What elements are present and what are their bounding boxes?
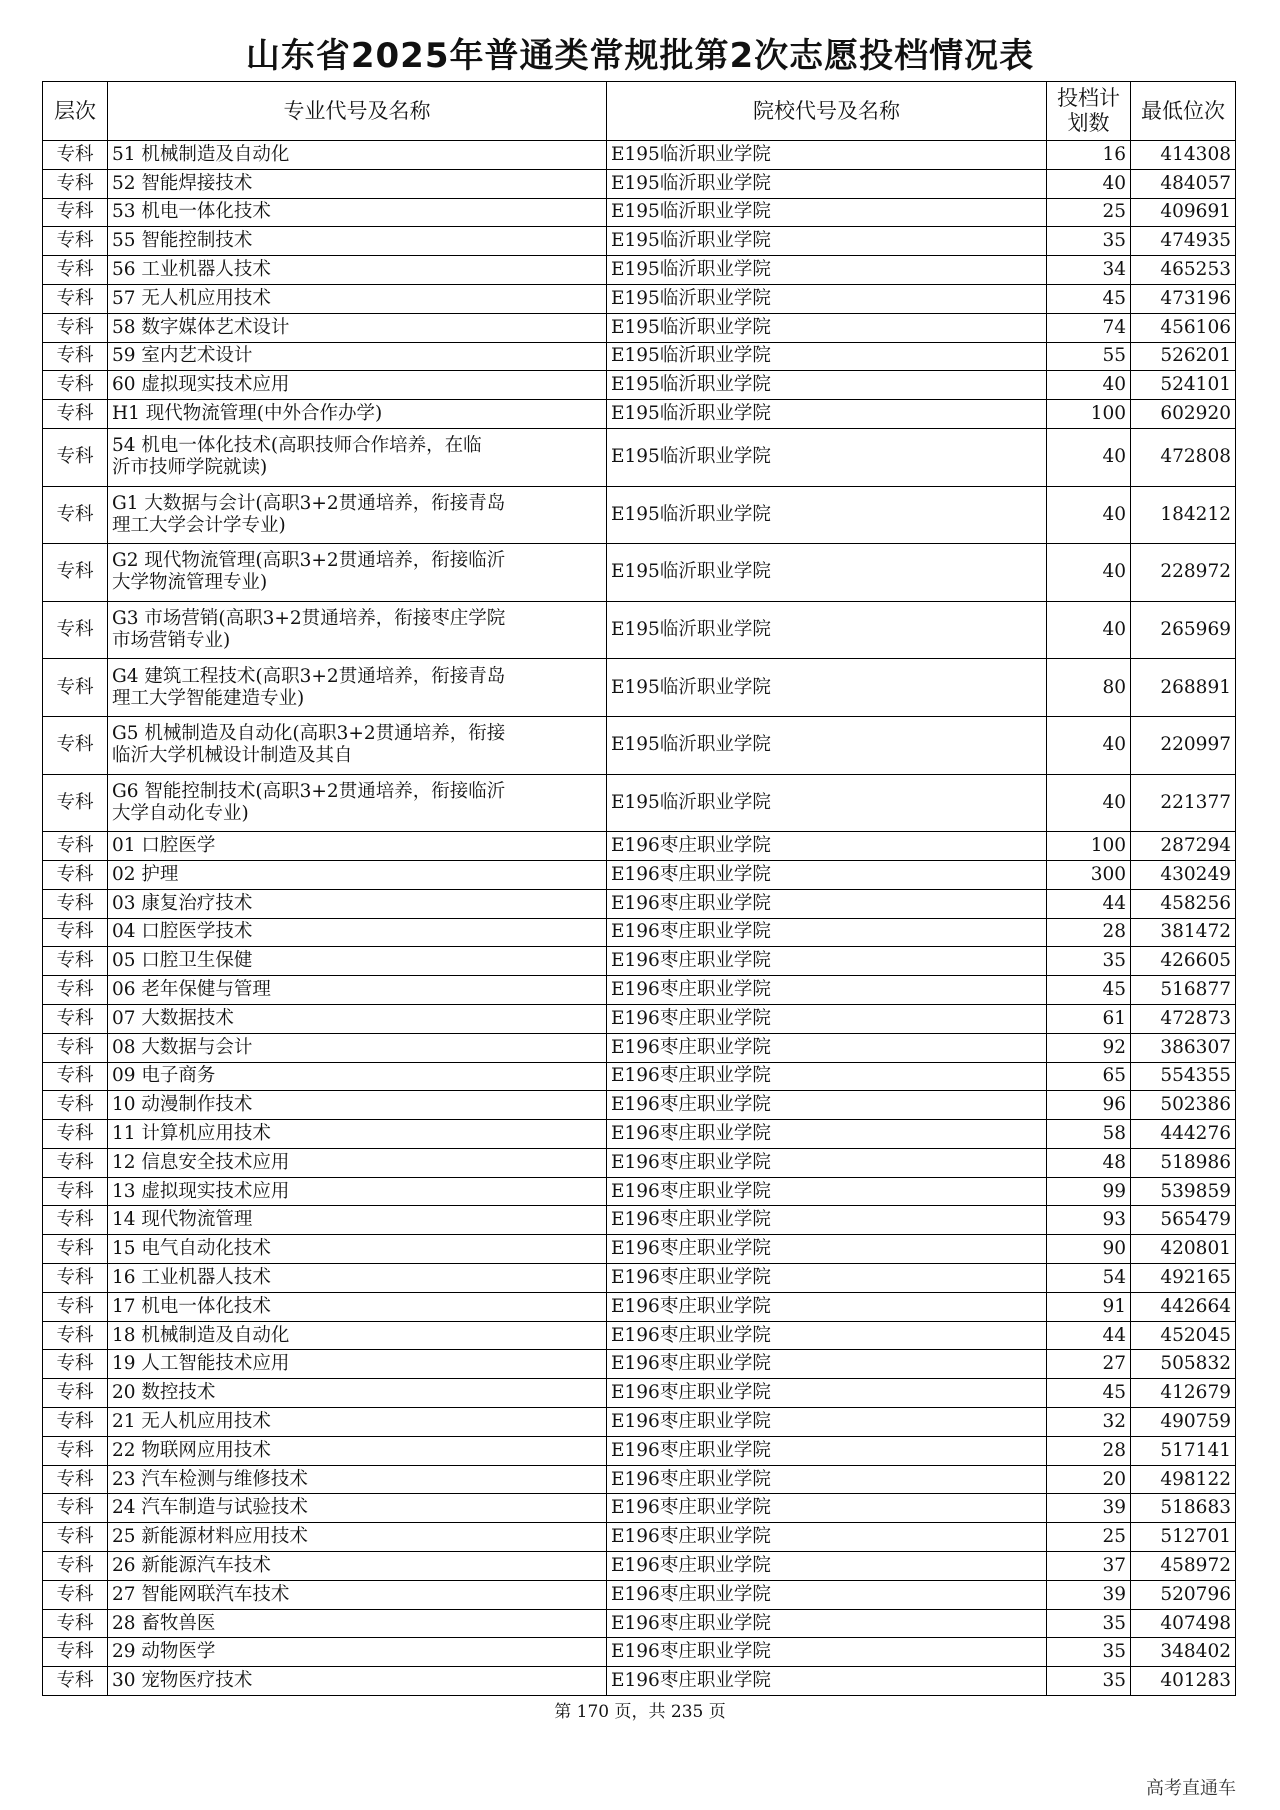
- table-row: [43, 227, 1236, 256]
- table-row: [43, 1177, 1236, 1206]
- cell-major: G4 建筑工程技术(高职3+2贯通培养，衔接青岛 理工大学智能建造专业): [108, 659, 607, 717]
- cell-major: 05 口腔卫生保健: [108, 947, 607, 976]
- cell-plan: 55: [1047, 342, 1131, 371]
- cell-rank: 602920: [1131, 400, 1236, 429]
- cell-rank: 456106: [1131, 313, 1236, 342]
- cell-level: 专科: [43, 1033, 108, 1062]
- cell-level: 专科: [43, 1321, 108, 1350]
- cell-plan: 27: [1047, 1350, 1131, 1379]
- cell-plan: 96: [1047, 1091, 1131, 1120]
- cell-major: 09 电子商务: [108, 1062, 607, 1091]
- table-row: [43, 832, 1236, 861]
- cell-rank: 517141: [1131, 1436, 1236, 1465]
- cell-major: G5 机械制造及自动化(高职3+2贯通培养，衔接 临沂大学机械设计制造及其自: [108, 716, 607, 774]
- cell-rank: 348402: [1131, 1638, 1236, 1667]
- cell-level: 专科: [43, 1436, 108, 1465]
- cell-rank: 516877: [1131, 976, 1236, 1005]
- cell-major: 21 无人机应用技术: [108, 1408, 607, 1437]
- cell-school: E196枣庄职业学院: [607, 1321, 1047, 1350]
- cell-school: E195临沂职业学院: [607, 486, 1047, 544]
- cell-level: 专科: [43, 198, 108, 227]
- cell-major: 56 工业机器人技术: [108, 256, 607, 285]
- cell-level: 专科: [43, 1062, 108, 1091]
- table-row: [43, 141, 1236, 170]
- cell-rank: 554355: [1131, 1062, 1236, 1091]
- table-row: [43, 1206, 1236, 1235]
- cell-major: 55 智能控制技术: [108, 227, 607, 256]
- cell-major: 02 护理: [108, 860, 607, 889]
- cell-rank: 473196: [1131, 284, 1236, 313]
- table-row: [43, 889, 1236, 918]
- table-row: [43, 1292, 1236, 1321]
- table-row: [43, 1552, 1236, 1581]
- cell-plan: 61: [1047, 1004, 1131, 1033]
- cell-major: 59 室内艺术设计: [108, 342, 607, 371]
- cell-plan: 44: [1047, 1321, 1131, 1350]
- cell-rank: 414308: [1131, 141, 1236, 170]
- page-footer: 第 170 页，共 235 页: [554, 1702, 726, 1722]
- cell-level: 专科: [43, 1004, 108, 1033]
- table-row: [43, 1148, 1236, 1177]
- cell-level: 专科: [43, 1552, 108, 1581]
- cell-plan: 37: [1047, 1552, 1131, 1581]
- table-row: [43, 1667, 1236, 1696]
- cell-major: 54 机电一体化技术(高职技师合作培养，在临 沂市技师学院就读): [108, 428, 607, 486]
- cell-major: 13 虚拟现实技术应用: [108, 1177, 607, 1206]
- cell-plan: 35: [1047, 1638, 1131, 1667]
- cell-level: 专科: [43, 889, 108, 918]
- cell-plan: 40: [1047, 601, 1131, 659]
- cell-level: 专科: [43, 1465, 108, 1494]
- cell-school: E195临沂职业学院: [607, 313, 1047, 342]
- table-row: [43, 1436, 1236, 1465]
- cell-rank: 524101: [1131, 371, 1236, 400]
- cell-level: 专科: [43, 1292, 108, 1321]
- cell-rank: 518986: [1131, 1148, 1236, 1177]
- cell-rank: 228972: [1131, 544, 1236, 602]
- cell-rank: 502386: [1131, 1091, 1236, 1120]
- cell-major: 06 老年保健与管理: [108, 976, 607, 1005]
- cell-major: 26 新能源汽车技术: [108, 1552, 607, 1581]
- cell-major: 20 数控技术: [108, 1379, 607, 1408]
- cell-plan: 58: [1047, 1120, 1131, 1149]
- cell-plan: 20: [1047, 1465, 1131, 1494]
- cell-rank: 184212: [1131, 486, 1236, 544]
- cell-school: E196枣庄职业学院: [607, 1523, 1047, 1552]
- cell-level: 专科: [43, 169, 108, 198]
- cell-plan: 99: [1047, 1177, 1131, 1206]
- cell-level: 专科: [43, 659, 108, 717]
- table-row: [43, 1580, 1236, 1609]
- cell-plan: 35: [1047, 1609, 1131, 1638]
- cell-plan: 34: [1047, 256, 1131, 285]
- table-row: [43, 1494, 1236, 1523]
- table-row: [43, 256, 1236, 285]
- cell-major: 24 汽车制造与试验技术: [108, 1494, 607, 1523]
- cell-school: E196枣庄职业学院: [607, 918, 1047, 947]
- cell-rank: 492165: [1131, 1264, 1236, 1293]
- cell-school: E196枣庄职业学院: [607, 1091, 1047, 1120]
- cell-plan: 54: [1047, 1264, 1131, 1293]
- cell-level: 专科: [43, 1264, 108, 1293]
- header-rank: 最低位次: [1131, 82, 1236, 141]
- cell-school: E196枣庄职业学院: [607, 1148, 1047, 1177]
- cell-rank: 465253: [1131, 256, 1236, 285]
- cell-plan: 74: [1047, 313, 1131, 342]
- cell-level: 专科: [43, 1580, 108, 1609]
- cell-major: 10 动漫制作技术: [108, 1091, 607, 1120]
- cell-rank: 386307: [1131, 1033, 1236, 1062]
- cell-rank: 458256: [1131, 889, 1236, 918]
- cell-major: 14 现代物流管理: [108, 1206, 607, 1235]
- cell-level: 专科: [43, 976, 108, 1005]
- table-body: [43, 141, 1236, 1696]
- cell-school: E195临沂职业学院: [607, 227, 1047, 256]
- cell-level: 专科: [43, 1177, 108, 1206]
- cell-school: E196枣庄职业学院: [607, 1264, 1047, 1293]
- cell-level: 专科: [43, 284, 108, 313]
- cell-school: E196枣庄职业学院: [607, 1436, 1047, 1465]
- cell-level: 专科: [43, 1091, 108, 1120]
- cell-school: E195临沂职业学院: [607, 256, 1047, 285]
- cell-rank: 426605: [1131, 947, 1236, 976]
- cell-major: 60 虚拟现实技术应用: [108, 371, 607, 400]
- cell-school: E195临沂职业学院: [607, 371, 1047, 400]
- cell-rank: 409691: [1131, 198, 1236, 227]
- cell-rank: 452045: [1131, 1321, 1236, 1350]
- cell-rank: 518683: [1131, 1494, 1236, 1523]
- cell-rank: 381472: [1131, 918, 1236, 947]
- table-row: [43, 1350, 1236, 1379]
- cell-level: 专科: [43, 1667, 108, 1696]
- cell-level: 专科: [43, 141, 108, 170]
- cell-level: 专科: [43, 1379, 108, 1408]
- cell-plan: 92: [1047, 1033, 1131, 1062]
- cell-major: 29 动物医学: [108, 1638, 607, 1667]
- table-row: [43, 544, 1236, 602]
- header-school: 院校代号及名称: [607, 82, 1047, 141]
- cell-rank: 472873: [1131, 1004, 1236, 1033]
- cell-level: 专科: [43, 860, 108, 889]
- cell-school: E196枣庄职业学院: [607, 976, 1047, 1005]
- cell-level: 专科: [43, 400, 108, 429]
- table-row: [43, 1638, 1236, 1667]
- cell-school: E196枣庄职业学院: [607, 1206, 1047, 1235]
- watermark: 高考直通车: [1146, 1778, 1236, 1799]
- cell-major: 07 大数据技术: [108, 1004, 607, 1033]
- cell-plan: 25: [1047, 1523, 1131, 1552]
- cell-rank: 220997: [1131, 716, 1236, 774]
- cell-level: 专科: [43, 1350, 108, 1379]
- cell-major: G2 现代物流管理(高职3+2贯通培养，衔接临沂 大学物流管理专业): [108, 544, 607, 602]
- table-row: [43, 716, 1236, 774]
- table-row: [43, 947, 1236, 976]
- table-header-row: [43, 82, 1236, 141]
- cell-rank: 498122: [1131, 1465, 1236, 1494]
- table-row: [43, 601, 1236, 659]
- cell-level: 专科: [43, 256, 108, 285]
- cell-rank: 430249: [1131, 860, 1236, 889]
- cell-plan: 16: [1047, 141, 1131, 170]
- cell-major: 08 大数据与会计: [108, 1033, 607, 1062]
- table-row: [43, 1523, 1236, 1552]
- cell-school: E195临沂职业学院: [607, 774, 1047, 832]
- cell-school: E195临沂职业学院: [607, 659, 1047, 717]
- table-row: [43, 860, 1236, 889]
- cell-plan: 39: [1047, 1580, 1131, 1609]
- cell-major: 22 物联网应用技术: [108, 1436, 607, 1465]
- cell-plan: 40: [1047, 169, 1131, 198]
- cell-major: 25 新能源材料应用技术: [108, 1523, 607, 1552]
- table-row: [43, 428, 1236, 486]
- cell-school: E195临沂职业学院: [607, 342, 1047, 371]
- cell-major: H1 现代物流管理(中外合作办学): [108, 400, 607, 429]
- cell-plan: 40: [1047, 716, 1131, 774]
- cell-school: E195临沂职业学院: [607, 544, 1047, 602]
- cell-school: E195临沂职业学院: [607, 428, 1047, 486]
- cell-school: E195临沂职业学院: [607, 400, 1047, 429]
- cell-rank: 526201: [1131, 342, 1236, 371]
- cell-level: 专科: [43, 832, 108, 861]
- cell-plan: 40: [1047, 371, 1131, 400]
- cell-school: E196枣庄职业学院: [607, 1667, 1047, 1696]
- cell-level: 专科: [43, 1494, 108, 1523]
- cell-plan: 48: [1047, 1148, 1131, 1177]
- cell-school: E195临沂职业学院: [607, 601, 1047, 659]
- cell-school: E196枣庄职业学院: [607, 1033, 1047, 1062]
- cell-major: 01 口腔医学: [108, 832, 607, 861]
- cell-rank: 407498: [1131, 1609, 1236, 1638]
- table-row: [43, 169, 1236, 198]
- cell-rank: 539859: [1131, 1177, 1236, 1206]
- cell-rank: 287294: [1131, 832, 1236, 861]
- cell-school: E196枣庄职业学院: [607, 1494, 1047, 1523]
- cell-school: E196枣庄职业学院: [607, 1552, 1047, 1581]
- cell-school: E196枣庄职业学院: [607, 947, 1047, 976]
- table-row: [43, 198, 1236, 227]
- cell-school: E196枣庄职业学院: [607, 1004, 1047, 1033]
- cell-major: 12 信息安全技术应用: [108, 1148, 607, 1177]
- cell-level: 专科: [43, 486, 108, 544]
- cell-plan: 40: [1047, 774, 1131, 832]
- cell-level: 专科: [43, 918, 108, 947]
- cell-major: 53 机电一体化技术: [108, 198, 607, 227]
- cell-rank: 490759: [1131, 1408, 1236, 1437]
- cell-level: 专科: [43, 342, 108, 371]
- cell-level: 专科: [43, 1609, 108, 1638]
- header-plan-label: 投档计划数: [1057, 86, 1120, 135]
- cell-rank: 505832: [1131, 1350, 1236, 1379]
- cell-rank: 420801: [1131, 1235, 1236, 1264]
- cell-plan: 45: [1047, 1379, 1131, 1408]
- cell-major: 19 人工智能技术应用: [108, 1350, 607, 1379]
- cell-level: 专科: [43, 774, 108, 832]
- cell-plan: 80: [1047, 659, 1131, 717]
- cell-major: 11 计算机应用技术: [108, 1120, 607, 1149]
- cell-rank: 265969: [1131, 601, 1236, 659]
- cell-major: G6 智能控制技术(高职3+2贯通培养，衔接临沂 大学自动化专业): [108, 774, 607, 832]
- table-row: [43, 1408, 1236, 1437]
- cell-plan: 40: [1047, 486, 1131, 544]
- cell-major: 51 机械制造及自动化: [108, 141, 607, 170]
- cell-major: 57 无人机应用技术: [108, 284, 607, 313]
- table-row: [43, 1091, 1236, 1120]
- cell-school: E196枣庄职业学院: [607, 1609, 1047, 1638]
- cell-plan: 45: [1047, 976, 1131, 1005]
- cell-rank: 268891: [1131, 659, 1236, 717]
- cell-major: 04 口腔医学技术: [108, 918, 607, 947]
- cell-plan: 44: [1047, 889, 1131, 918]
- cell-level: 专科: [43, 1148, 108, 1177]
- cell-level: 专科: [43, 1120, 108, 1149]
- cell-plan: 100: [1047, 832, 1131, 861]
- cell-level: 专科: [43, 428, 108, 486]
- cell-rank: 444276: [1131, 1120, 1236, 1149]
- cell-major: 16 工业机器人技术: [108, 1264, 607, 1293]
- header-major: 专业代号及名称: [108, 82, 607, 141]
- table-row: [43, 976, 1236, 1005]
- cell-rank: 472808: [1131, 428, 1236, 486]
- table-row: [43, 659, 1236, 717]
- page-title: 山东省2025年普通类常规批第2次志愿投档情况表: [245, 36, 1035, 76]
- cell-major: 28 畜牧兽医: [108, 1609, 607, 1638]
- table-row: [43, 486, 1236, 544]
- cell-major: G1 大数据与会计(高职3+2贯通培养，衔接青岛 理工大学会计学专业): [108, 486, 607, 544]
- cell-major: 03 康复治疗技术: [108, 889, 607, 918]
- cell-plan: 28: [1047, 1436, 1131, 1465]
- cell-plan: 39: [1047, 1494, 1131, 1523]
- cell-plan: 28: [1047, 918, 1131, 947]
- table-row: [43, 774, 1236, 832]
- table-row: [43, 1004, 1236, 1033]
- cell-plan: 25: [1047, 198, 1131, 227]
- table-row: [43, 1062, 1236, 1091]
- cell-rank: 474935: [1131, 227, 1236, 256]
- cell-level: 专科: [43, 1523, 108, 1552]
- table-row: [43, 1033, 1236, 1062]
- cell-school: E195临沂职业学院: [607, 716, 1047, 774]
- cell-plan: 40: [1047, 544, 1131, 602]
- table-row: [43, 371, 1236, 400]
- cell-major: 23 汽车检测与维修技术: [108, 1465, 607, 1494]
- cell-level: 专科: [43, 1408, 108, 1437]
- cell-major: 52 智能焊接技术: [108, 169, 607, 198]
- admission-table: [42, 81, 1236, 1696]
- table-row: [43, 400, 1236, 429]
- cell-rank: 484057: [1131, 169, 1236, 198]
- cell-level: 专科: [43, 1638, 108, 1667]
- cell-major: 27 智能网联汽车技术: [108, 1580, 607, 1609]
- cell-rank: 401283: [1131, 1667, 1236, 1696]
- cell-level: 专科: [43, 227, 108, 256]
- cell-major: 58 数字媒体艺术设计: [108, 313, 607, 342]
- table-row: [43, 313, 1236, 342]
- cell-plan: 90: [1047, 1235, 1131, 1264]
- cell-school: E195临沂职业学院: [607, 141, 1047, 170]
- cell-plan: 93: [1047, 1206, 1131, 1235]
- cell-plan: 65: [1047, 1062, 1131, 1091]
- cell-level: 专科: [43, 313, 108, 342]
- header-plan: [1047, 82, 1131, 141]
- table-row: [43, 1321, 1236, 1350]
- cell-plan: 91: [1047, 1292, 1131, 1321]
- cell-school: E196枣庄职业学院: [607, 860, 1047, 889]
- cell-rank: 412679: [1131, 1379, 1236, 1408]
- cell-rank: 512701: [1131, 1523, 1236, 1552]
- cell-school: E196枣庄职业学院: [607, 1062, 1047, 1091]
- cell-school: E196枣庄职业学院: [607, 1379, 1047, 1408]
- cell-major: 30 宠物医疗技术: [108, 1667, 607, 1696]
- table-row: [43, 342, 1236, 371]
- cell-school: E195临沂职业学院: [607, 198, 1047, 227]
- cell-plan: 35: [1047, 227, 1131, 256]
- cell-rank: 221377: [1131, 774, 1236, 832]
- cell-plan: 35: [1047, 1667, 1131, 1696]
- cell-school: E196枣庄职业学院: [607, 1120, 1047, 1149]
- cell-school: E196枣庄职业学院: [607, 1638, 1047, 1667]
- cell-level: 专科: [43, 1235, 108, 1264]
- cell-school: E196枣庄职业学院: [607, 1580, 1047, 1609]
- cell-level: 专科: [43, 601, 108, 659]
- table-row: [43, 1264, 1236, 1293]
- table-row: [43, 1235, 1236, 1264]
- cell-school: E196枣庄职业学院: [607, 1408, 1047, 1437]
- cell-level: 专科: [43, 1206, 108, 1235]
- cell-rank: 565479: [1131, 1206, 1236, 1235]
- cell-major: G3 市场营销(高职3+2贯通培养，衔接枣庄学院 市场营销专业): [108, 601, 607, 659]
- cell-rank: 442664: [1131, 1292, 1236, 1321]
- table-row: [43, 1120, 1236, 1149]
- cell-level: 专科: [43, 371, 108, 400]
- cell-school: E195临沂职业学院: [607, 169, 1047, 198]
- cell-school: E196枣庄职业学院: [607, 832, 1047, 861]
- cell-major: 15 电气自动化技术: [108, 1235, 607, 1264]
- table-row: [43, 1379, 1236, 1408]
- cell-school: E195临沂职业学院: [607, 284, 1047, 313]
- cell-school: E196枣庄职业学院: [607, 1292, 1047, 1321]
- cell-level: 专科: [43, 947, 108, 976]
- header-level: 层次: [43, 82, 108, 141]
- cell-plan: 40: [1047, 428, 1131, 486]
- cell-plan: 32: [1047, 1408, 1131, 1437]
- cell-plan: 35: [1047, 947, 1131, 976]
- cell-plan: 45: [1047, 284, 1131, 313]
- cell-school: E196枣庄职业学院: [607, 1350, 1047, 1379]
- table-row: [43, 918, 1236, 947]
- cell-plan: 300: [1047, 860, 1131, 889]
- table-row: [43, 1609, 1236, 1638]
- cell-rank: 458972: [1131, 1552, 1236, 1581]
- cell-school: E196枣庄职业学院: [607, 1177, 1047, 1206]
- cell-rank: 520796: [1131, 1580, 1236, 1609]
- cell-school: E196枣庄职业学院: [607, 1465, 1047, 1494]
- table-row: [43, 1465, 1236, 1494]
- cell-major: 18 机械制造及自动化: [108, 1321, 607, 1350]
- table-row: [43, 284, 1236, 313]
- cell-plan: 100: [1047, 400, 1131, 429]
- cell-school: E196枣庄职业学院: [607, 889, 1047, 918]
- cell-level: 专科: [43, 544, 108, 602]
- cell-school: E196枣庄职业学院: [607, 1235, 1047, 1264]
- cell-level: 专科: [43, 716, 108, 774]
- cell-major: 17 机电一体化技术: [108, 1292, 607, 1321]
